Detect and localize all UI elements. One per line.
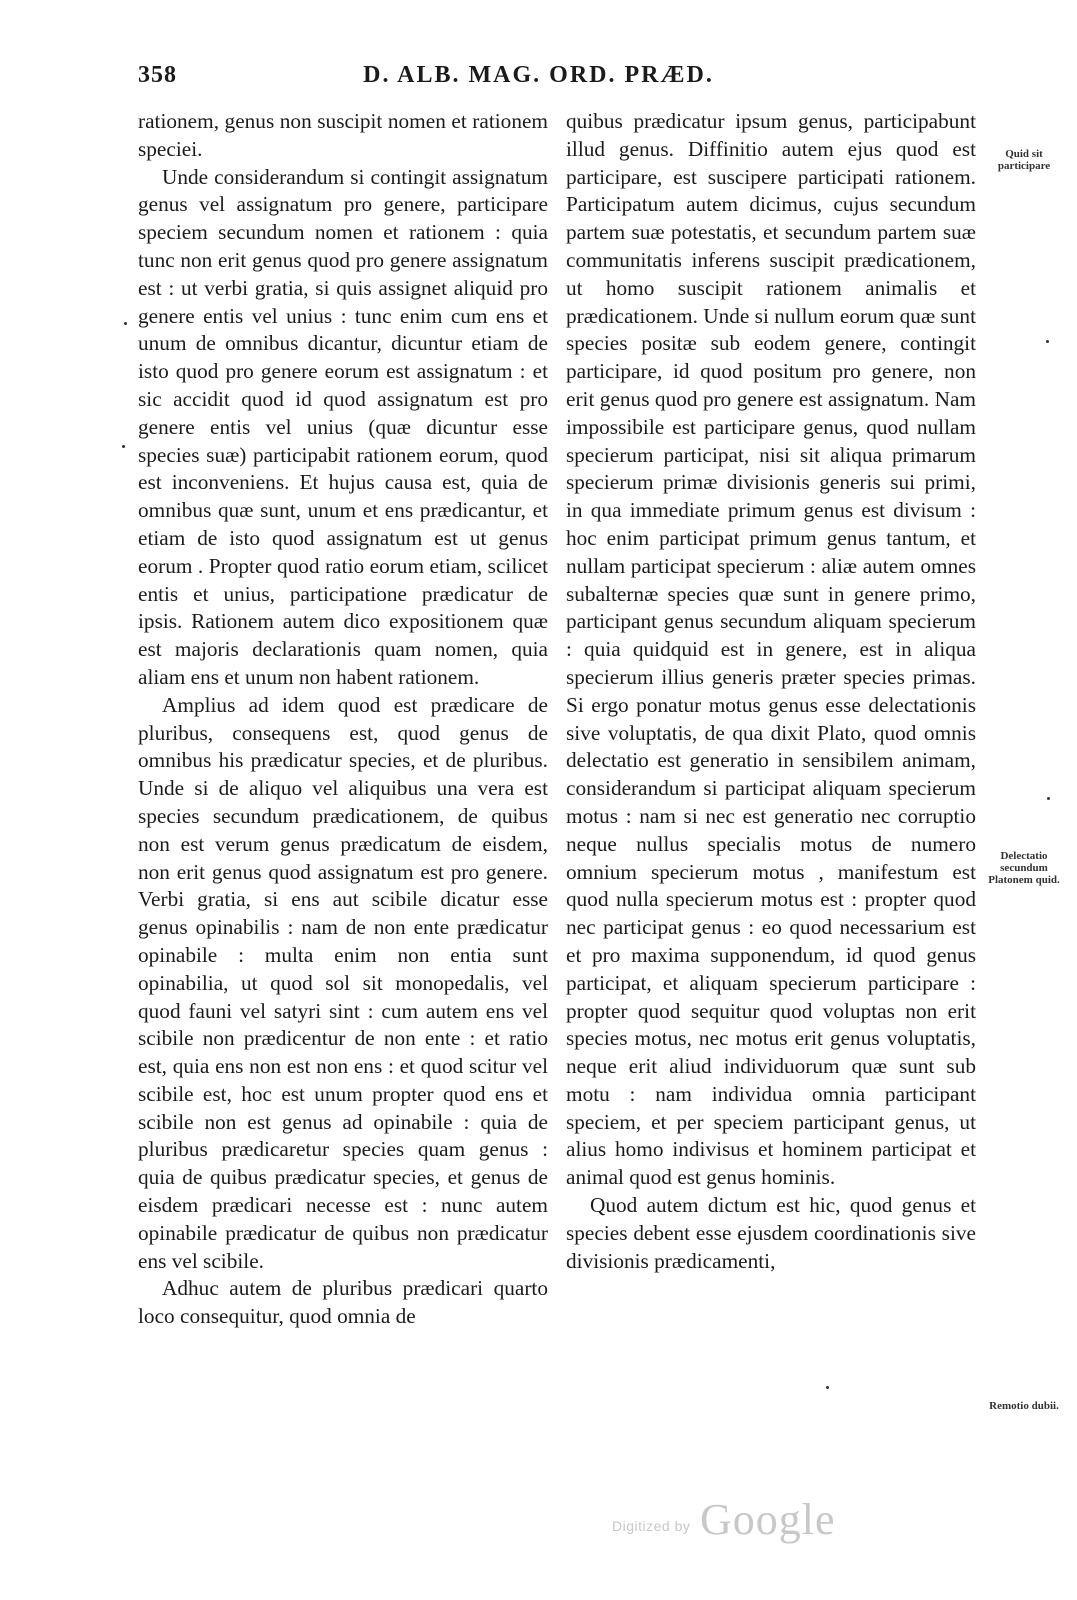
paragraph: Quod autem dictum est hic, quod genus et species debent esse ejusdem coordinationis sive divisionis prædicamenti, xyxy=(566,1193,976,1273)
watermark-caption: Digitized by xyxy=(612,1518,691,1534)
right-column xyxy=(566,108,976,1275)
margin-note: Delectatio secundum Platonem quid. xyxy=(988,850,1060,886)
speck xyxy=(826,1386,829,1389)
margin-note: Remotio dubii. xyxy=(989,1400,1059,1412)
paragraph: quibus prædicatur ipsum genus, participabunt illud genus. Diffinitio autem ejus quod est participare, est suscipere participati rationem. Participatum autem dicimus, cujus secundum partem suæ potestatis, et secundum partem suæ communitatis inferens suscipit prædicationem, ut homo suscipit rationem animalis et prædicationem. Unde si nullum eorum quæ sunt species positæ sub eodem genere, contingit participare, id quod positum pro genere, non erit genus quod pro genere est assignatum. Nam impossibile est participare genus, quod nullam specierum participat, nisi sit aliqua primarum specierum primæ divisionis generis sui primi, in qua immediate primum genus est divisum : hoc enim participat primum genus tantum, et nullam participat specierum : aliæ autem omnes subalternæ species quæ sunt in genere primo, participant genus secundum aliquam specierum : quia quidquid est in genere, est in aliqua specierum illius generis præter species primas. Si ergo ponatur motus genus esse delectationis sive voluptatis, de qua dixit Plato, quod omnis delectatio est generatio in sensibilem animam, considerandum si participat aliquam specierum motus : nam si nec est generatio nec corruptio neque nullus specialis motus de numero omnium specierum motus , manifestum est quod nulla specierum motus est : propter quod nec participat genus : eo quod necessarium est et pro maxima supponendum, id quod genus participat, et aliquam specierum participare : propter quod sequitur quod voluptas non erit species motus, nec motus erit genus voluptatis, neque erit aliud individuorum quæ sunt sub motu : nam individua omnia participant speciem, et per speciem participant genus, ut alius homo indivisus et hominem participat et animal quod est genus hominis. xyxy=(566,109,976,1190)
speck xyxy=(122,445,125,448)
speck xyxy=(1046,340,1049,343)
paragraph: Amplius ad idem quod est prædicare de pluribus, consequens est, quod genus de omnibus his prædicatur species, et de pluribus. Unde si de aliquo vel aliquibus una vera est species secundum prædicationem, de quibus non est verum genus prædicatum de eisdem, non erit genus quod assignatum est pro genere. Verbi gratia, si ens aut scibile dicatur esse genus opinabilis : nam de non ente prædicatur opinabile : multa enim non entia sunt opinabilia, ut quod sol sit monopedalis, vel quod fauni vel satyri sint : cum autem ens vel scibile non prædicentur de non ente : et ratio est, quia ens non est non ens : et quod scitur vel scibile est, hoc est unum propter quod ens et scibile non est genus ad opinabile : quia de pluribus prædicaretur species quam genus : quia de quibus prædicatur species, et genus de eisdem prædicari necesse est : nunc autem opinabile prædicatur de quibus non prædicatur ens vel scibile. xyxy=(138,692,548,1273)
speck xyxy=(124,322,127,325)
margin-note: Quid sit participare xyxy=(997,148,1051,172)
paragraph: Unde considerandum si contingit assignatum genus vel assignatum pro genere, participare speciem secundum nomen et rationem : quia tunc non erit genus quod pro genere assignatum est : ut verbi gratia, si quis assignet aliquid pro genere entis vel unius : tunc enim cum ens et unum de omnibus dicantur, dicuntur etiam de isto quod pro genere eorum est assignatum : et sic accidit quod id quod assignatum est pro genere entis vel unius (quæ dicuntur esse species suæ) participabit rationem eorum, quod est inconveniens. Et hujus causa est, quia de omnibus quæ sunt, unum et ens prædicantur, et etiam de isto quod assignatum est ut genus eorum . Propter quod ratio eorum etiam, scilicet entis et unius, participatione prædicatur de ipsis. Rationem autem dico expositionem quæ est majoris declarationis quam nomen, quia aliam ens et unum non habent rationem. xyxy=(138,164,548,689)
digitized-watermark xyxy=(612,1495,836,1550)
paragraph: Adhuc autem de pluribus prædicari quarto loco consequitur, quod omnia de xyxy=(138,1276,548,1329)
page-number: 358 xyxy=(138,62,177,88)
speck xyxy=(1047,797,1050,800)
left-column xyxy=(138,108,548,1331)
google-logo: Google xyxy=(700,1495,836,1544)
paragraph: rationem, genus non suscipit nomen et rationem speciei. xyxy=(138,109,548,161)
running-head: D. ALB. MAG. ORD. PRÆD. xyxy=(363,62,714,88)
